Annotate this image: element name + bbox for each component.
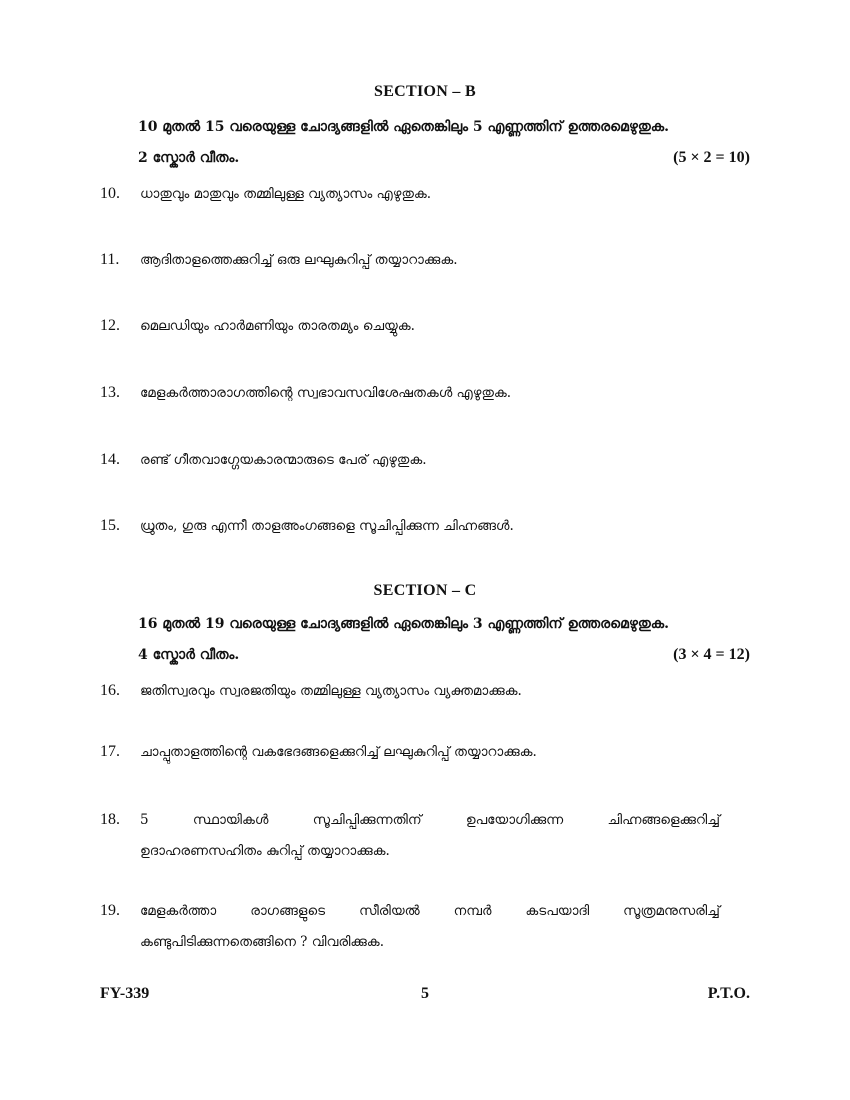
word: രാഗങ്ങളുടെ: [250, 903, 326, 919]
word: സീരിയൽ: [359, 903, 420, 919]
word: ഉപയോഗിക്കുന്ന: [465, 812, 564, 828]
question-text: മേളകർത്താരാഗത്തിന്റെ സ്വഭാവസവിശേഷതകൾ എഴുതുക.: [140, 385, 512, 401]
question-number: 18.: [100, 811, 120, 828]
question-text-line-2: കണ്ടുപിടിക്കുന്നതെങ്ങിനെ ? വിവരിക്കുക.: [140, 934, 384, 950]
question-number: 16.: [100, 682, 120, 699]
word: ചിഹ്നങ്ങളെക്കുറിച്ച്: [607, 812, 720, 828]
question-text: ആദിതാളത്തെക്കുറിച്ച് ഒരു ലഘുകുറിപ്പ് തയ്യാറാക്കുക.: [140, 252, 458, 268]
word: മേളകർത്താ: [140, 903, 217, 919]
question-number: 12.: [100, 317, 120, 334]
question-number: 15.: [100, 517, 120, 534]
section-c-marks: (3 × 4 = 12): [673, 646, 750, 663]
word: സൂചിപ്പിക്കുന്നതിന്: [312, 812, 422, 828]
question-number: 19.: [100, 902, 120, 919]
question-number: 13.: [100, 384, 120, 401]
question-text: ചാപ്പുതാളത്തിന്റെ വകഭേദങ്ങളെക്കുറിച്ച് ലഘുകുറിപ്പ് തയ്യാറാക്കുക.: [140, 744, 537, 760]
word: കടപയാദി: [525, 903, 590, 919]
section-b-score-note: 2 സ്കോർ വീതം.: [138, 150, 240, 166]
word: 5: [140, 812, 149, 828]
question-number: 14.: [100, 451, 120, 468]
pto-label: P.T.O.: [707, 985, 750, 1002]
question-number: 11.: [100, 251, 120, 268]
question-text-line-1: [140, 812, 720, 828]
question-text: മെലഡിയും ഹാർമണിയും താരതമ്യം ചെയ്യുക.: [140, 318, 415, 334]
section-b-marks: (5 × 2 = 10): [673, 149, 750, 166]
question-text: ധാതുവും മാതുവും തമ്മിലുള്ള വ്യത്യാസം എഴുതുക.: [140, 186, 432, 202]
question-number: 10.: [100, 185, 120, 202]
section-c-title: SECTION – C: [373, 582, 477, 599]
question-text-line-2: ഉദാഹരണസഹിതം കുറിപ്പ് തയ്യാറാക്കുക.: [140, 843, 390, 859]
word: സൂത്രമനുസരിച്ച്: [623, 903, 720, 919]
word: സ്ഥായികൾ: [192, 812, 269, 828]
section-c-score-note: 4 സ്കോർ വീതം.: [138, 647, 240, 663]
question-text: ധ്രുതം, ഗുരു എന്നീ താളഅംഗങ്ങളെ സൂചിപ്പിക്കുന്ന ചിഹ്നങ്ങൾ.: [140, 518, 514, 534]
question-text-line-1: [140, 903, 720, 919]
question-text: ജതിസ്വരവും സ്വരജതിയും തമ്മിലുള്ള വ്യത്യാസം വ്യക്തമാക്കുക.: [140, 683, 522, 699]
section-b-instruction: 10 മുതൽ 15 വരെയുള്ള ചോദ്യങ്ങളിൽ ഏതെങ്കിലും 5 എണ്ണത്തിന് ഉത്തരമെഴുതുക.: [138, 119, 670, 135]
question-text: രണ്ട് ഗീതവാഗ്ഗേയകാരന്മാരുടെ പേര് എഴുതുക.: [140, 452, 427, 468]
word: നമ്പർ: [453, 903, 492, 919]
question-number: 17.: [100, 743, 120, 760]
page-number: 5: [421, 985, 429, 1002]
paper-code: FY-339: [100, 985, 150, 1002]
section-c-instruction: 16 മുതൽ 19 വരെയുള്ള ചോദ്യങ്ങളിൽ ഏതെങ്കിലും 3 എണ്ണത്തിന് ഉത്തരമെഴുതുക.: [138, 616, 670, 632]
section-b-title: SECTION – B: [374, 83, 476, 100]
